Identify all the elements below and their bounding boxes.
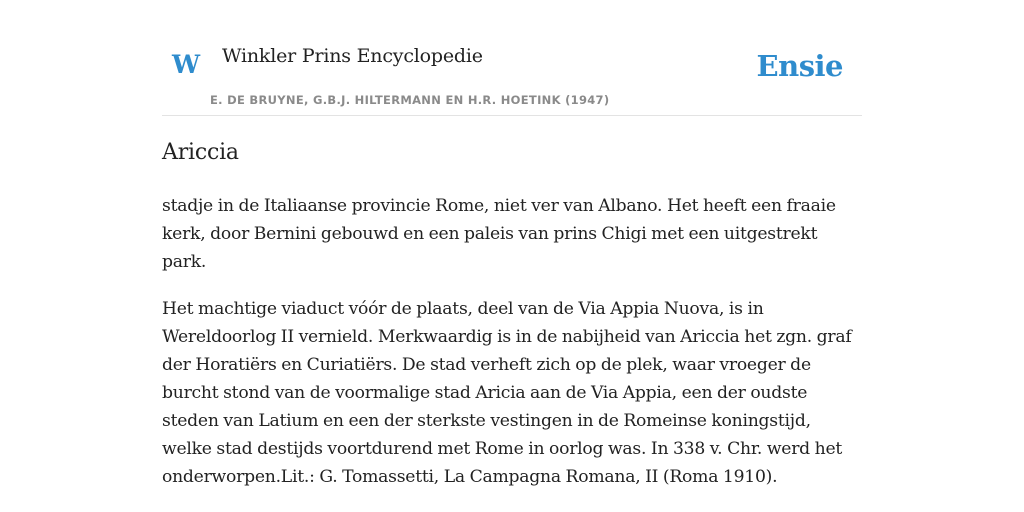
article-paragraph: Het machtige viaduct vóór de plaats, deel van de Via Appia Nuova, is in Wereldoorlog II vernield. Merkwaardig is in de nabijheid van Ariccia het zgn. graf der Horatiërs en Curiatiërs. De stad verheft zich op de plek, waar vroeger de burcht stond van de voormalige stad Aricia aan de Via Appia, een der oudste steden van Latium en een der sterkste vestingen in de Romeinse koningstijd, welke stad destijds voortdurend met Rome in oorlog was. In 338 v. Chr. werd het onderworpen.Lit.: G. Tomassetti, La Campagna Romana, II (Roma 1910). bbox=[162, 299, 852, 487]
publication-authors: E. DE BRUYNE, G.B.J. HILTERMANN EN H.R. HOETINK (1947) bbox=[210, 93, 610, 107]
page-header bbox=[162, 0, 862, 116]
publication-title[interactable]: Winkler Prins Encyclopedie bbox=[222, 45, 483, 67]
article-body bbox=[162, 192, 862, 510]
article-title: Ariccia bbox=[162, 140, 239, 165]
publication-logo[interactable]: W bbox=[172, 50, 201, 79]
brand-logo[interactable]: Ensie bbox=[756, 49, 843, 83]
article-paragraph: stadje in de Italiaanse provincie Rome, niet ver van Albano. Het heeft een fraaie kerk, door Bernini gebouwd en een paleis van prins Chigi met een uitgestrekt park. bbox=[162, 196, 836, 272]
